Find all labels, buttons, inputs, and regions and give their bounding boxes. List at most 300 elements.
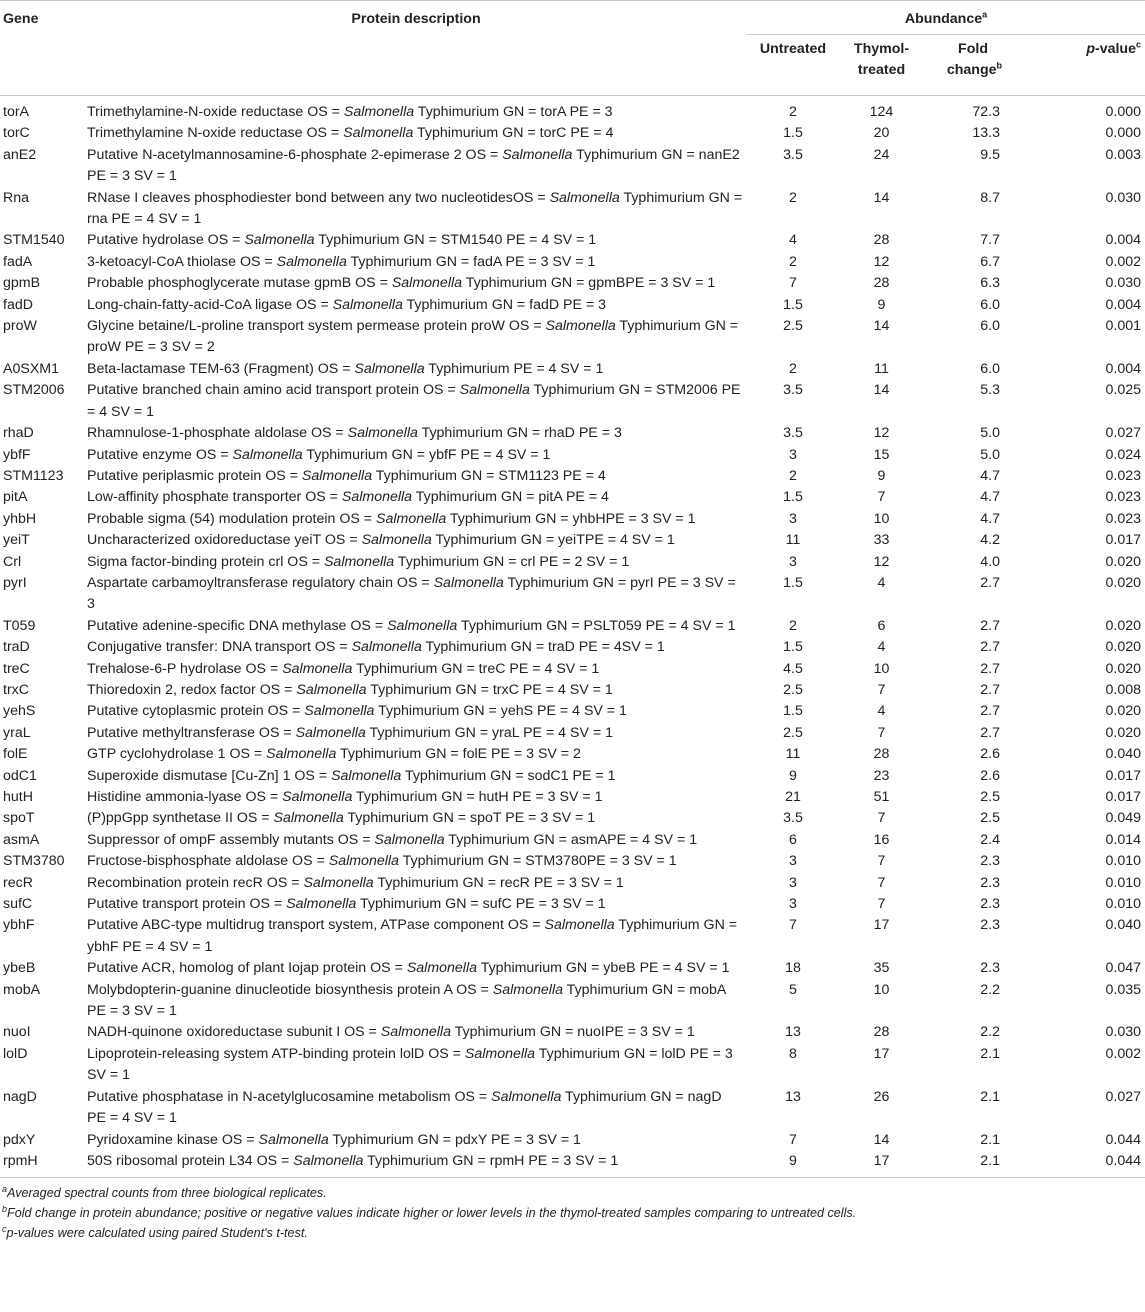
thymol-cell: 7	[877, 681, 886, 698]
description-text: Typhimurium GN = traD PE = 4SV = 1	[421, 639, 665, 656]
description-text: Typhimurium GN = STM2006 PE = 4 SV = 1	[87, 382, 741, 420]
description-text: Pyridoxamine kinase OS =	[87, 1131, 259, 1148]
description-text: Long-chain-fatty-acid-CoA ligase OS =	[87, 296, 333, 313]
description-text: Typhimurium PE = 4 SV = 1	[424, 360, 604, 377]
organism-name: Salmonella	[354, 360, 425, 377]
untreated-cell: 1.5	[783, 703, 803, 720]
header-row-columns	[0, 35, 1145, 96]
untreated-cell: 1.5	[783, 489, 803, 506]
pvalue-cell: 0.049	[1105, 810, 1142, 827]
organism-name: Salmonella	[545, 318, 616, 335]
gene-cell: anE2	[3, 146, 37, 163]
thymol-cell: 7	[877, 853, 886, 870]
thymol-cell: 33	[873, 532, 890, 549]
pvalue-cell: 0.017	[1105, 789, 1142, 805]
gene-cell: ybfF	[3, 446, 31, 463]
organism-name: Salmonella	[244, 232, 315, 249]
thymol-cell: 28	[873, 746, 890, 763]
organism-name: Salmonella	[276, 253, 347, 270]
pvalue-cell: 0.040	[1105, 746, 1142, 763]
description-text: Aspartate carbamoyltransferase regulatory chain OS =	[87, 574, 434, 591]
pvalue-cell: 0.025	[1105, 382, 1142, 399]
untreated-cell: 2	[789, 617, 797, 634]
description-text: Typhimurium GN = yeiTPE = 4 SV = 1	[431, 532, 675, 549]
thymol-cell: 12	[873, 553, 890, 570]
untreated-cell: 2	[789, 360, 797, 377]
description-text: Typhimurium GN = STM1123 PE = 4	[372, 467, 606, 484]
gene-cell: torA	[3, 104, 30, 120]
fold-change-cell: 4.0	[980, 553, 1000, 570]
gene-cell: asmA	[3, 831, 40, 848]
description-cell	[85, 123, 747, 144]
fold-change-cell: 2.7	[980, 703, 1000, 720]
fold-change-cell: 2.1	[980, 1131, 1000, 1148]
description-cell	[85, 573, 747, 616]
table-row	[0, 958, 1145, 979]
description-cell	[85, 316, 747, 359]
thymol-cell: 12	[873, 425, 890, 442]
footnote-mark: a	[982, 9, 988, 20]
organism-name: Salmonella	[351, 639, 422, 656]
fold-change-cell: 13.3	[972, 125, 1000, 142]
thymol-cell: 28	[873, 1024, 890, 1041]
pvalue-cell: 0.010	[1105, 896, 1142, 913]
gene-cell: lolD	[3, 1045, 28, 1062]
organism-name: Salmonella	[328, 853, 399, 870]
description-text: Typhimurium GN = torC PE = 4	[413, 125, 614, 142]
organism-name: Salmonella	[232, 446, 303, 463]
untreated-cell: 2	[789, 253, 797, 270]
organism-name: Salmonella	[301, 467, 373, 484]
description-cell	[85, 1151, 747, 1178]
gene-cell: nagD	[3, 1088, 37, 1105]
table-body	[0, 96, 1145, 1178]
fold-change-cell: 2.4	[980, 831, 1000, 848]
description-text: Sigma factor-binding protein crl OS =	[87, 553, 324, 570]
table-row	[0, 487, 1145, 508]
fold-change-cell: 2.2	[980, 1024, 1000, 1041]
fold-change-cell: 4.7	[980, 489, 1000, 506]
pvalue-cell: 0.008	[1105, 681, 1142, 698]
gene-cell: trxC	[3, 681, 30, 698]
description-text: Glycine betaine/L-proline transport system permease protein proW OS =	[87, 318, 546, 335]
untreated-cell: 3.5	[783, 425, 803, 442]
gene-cell: recR	[3, 874, 33, 891]
thymol-cell: 6	[877, 617, 886, 634]
footnote-c	[2, 1224, 1145, 1244]
untreated-cell: 3.5	[783, 810, 803, 827]
footnote-mark: b	[996, 60, 1002, 71]
footnote-text: Fold change in protein abundance; positive or negative values indicate higher or lower levels in the thymol-treated samples comparing to untreated cells.	[7, 1206, 857, 1221]
pvalue-cell: 0.040	[1105, 917, 1142, 934]
description-cell	[85, 359, 747, 380]
description-text: Typhimurium GN = nanE2 PE = 3 SV = 1	[87, 146, 740, 185]
thymol-cell: 17	[873, 917, 890, 934]
untreated-cell: 5	[789, 981, 797, 998]
description-text: Typhimurium GN = lolD PE = 3 SV = 1	[87, 1045, 733, 1084]
gene-cell: STM2006	[3, 382, 65, 399]
description-text: Lipoprotein-releasing system ATP-binding protein lolD OS =	[87, 1045, 465, 1062]
description-text: Suppressor of ompF assembly mutants OS =	[87, 831, 375, 848]
footnote-mark: a	[2, 1184, 8, 1195]
description-text: Typhimurium GN = hutH PE = 3 SV = 1	[352, 789, 603, 805]
thymol-cell: 15	[873, 446, 890, 463]
description-text: Typhimurium GN = proW PE = 3 SV = 2	[87, 318, 739, 356]
untreated-cell: 7	[789, 275, 797, 292]
pvalue-cell: 0.027	[1105, 1088, 1142, 1105]
description-text: Typhimurium GN = asmAPE = 4 SV = 1	[444, 831, 698, 848]
description-text: Probable phosphoglycerate mutase gpmB OS =	[87, 275, 392, 292]
thymol-cell: 14	[873, 382, 890, 399]
description-cell	[85, 616, 747, 637]
description-text: Putative transport protein OS =	[87, 896, 287, 913]
pvalue-column-header	[1024, 35, 1145, 96]
description-text: Typhimurium GN = yhbHPE = 3 SV = 1	[446, 510, 696, 527]
organism-name: Salmonella	[406, 960, 478, 977]
table-row	[0, 616, 1145, 637]
pvalue-cell: 0.030	[1105, 1024, 1142, 1041]
untreated-cell: 3.5	[783, 146, 803, 163]
abundance-group-header	[747, 1, 1145, 35]
pvalue-cell: 0.020	[1105, 639, 1142, 656]
table-row	[0, 830, 1145, 851]
fold-change-cell: 2.3	[980, 853, 1000, 870]
pvalue-label: -value	[1094, 41, 1136, 57]
description-text: Typhimurium GN = mobA PE = 3 SV = 1	[87, 981, 726, 1020]
description-cell	[85, 1087, 747, 1130]
table-row	[0, 466, 1145, 487]
untreated-cell: 2.5	[783, 724, 803, 741]
untreated-cell: 3.5	[783, 382, 803, 399]
fold-change-cell: 4.7	[980, 467, 1000, 484]
gene-cell: rpmH	[0, 1151, 85, 1178]
table-row	[0, 659, 1145, 680]
thymol-cell: 17	[839, 1151, 924, 1178]
untreated-label: Untreated	[759, 41, 827, 57]
pvalue-cell: 0.020	[1105, 724, 1142, 741]
description-text: Putative hydrolase OS =	[87, 232, 245, 249]
table-row	[0, 96, 1145, 124]
organism-name: Salmonella	[391, 275, 463, 292]
description-text: Uncharacterized oxidoreductase yeiT OS =	[87, 532, 362, 549]
description-cell	[85, 552, 747, 573]
organism-name: Salmonella	[387, 617, 458, 634]
table-row	[0, 573, 1145, 616]
table-row	[0, 530, 1145, 551]
fold-change-cell: 72.3	[972, 104, 1000, 120]
untreated-cell: 1.5	[783, 296, 803, 313]
organism-name: Salmonella	[544, 917, 615, 934]
description-text: Recombination protein recR OS =	[87, 874, 304, 891]
description-cell	[85, 744, 747, 765]
description-cell	[85, 96, 747, 124]
description-cell	[85, 915, 747, 958]
untreated-cell: 4	[789, 232, 797, 249]
description-text: Typhimurium GN = pyrI PE = 3 SV = 3	[87, 574, 736, 613]
thymol-cell: 10	[873, 660, 890, 677]
pvalue-cell: 0.017	[1105, 767, 1142, 784]
description-cell	[85, 873, 747, 894]
description-cell	[85, 487, 747, 508]
fold-change-cell: 5.3	[980, 382, 1000, 399]
gene-cell: STM1540	[3, 232, 65, 249]
description-text: Fructose-bisphosphate aldolase OS =	[87, 853, 329, 870]
description-text: Typhimurium GN = rhaD PE = 3	[417, 425, 622, 442]
fold-change-cell: 2.3	[980, 896, 1000, 913]
fold-label-line2: change	[946, 62, 997, 79]
gene-cell: mobA	[3, 981, 41, 998]
pvalue-cell: 0.020	[1105, 574, 1142, 591]
pvalue-cell: 0.047	[1105, 960, 1142, 977]
gene-cell: folE	[3, 746, 28, 763]
gene-cell: sufC	[3, 896, 33, 913]
fold-change-cell: 5.0	[980, 446, 1000, 463]
organism-name: Salmonella	[459, 382, 530, 399]
organism-name: Salmonella	[296, 681, 367, 698]
description-cell	[85, 230, 747, 251]
description-cell	[85, 423, 747, 444]
table-row	[0, 915, 1145, 958]
description-text: Putative ABC-type multidrug transport system, ATPase component OS =	[87, 917, 545, 934]
table-row	[0, 980, 1145, 1023]
fold-change-cell: 7.7	[980, 232, 1000, 249]
pvalue-cell: 0.010	[1105, 874, 1142, 891]
gene-column-header: Gene	[0, 5, 85, 66]
table-row	[0, 552, 1145, 573]
pvalue-cell: 0.027	[1105, 425, 1142, 442]
untreated-cell: 7	[789, 1131, 797, 1148]
description-text: Putative periplasmic protein OS =	[87, 467, 302, 484]
organism-name: Salmonella	[331, 767, 402, 784]
description-text: Putative enzyme OS =	[87, 446, 233, 463]
description-text: Typhimurium GN = fadA PE = 3 SV = 1	[346, 253, 596, 270]
organism-name: Salmonella	[380, 1024, 451, 1041]
thymol-cell: 17	[873, 1045, 890, 1062]
thymol-cell: 4	[877, 574, 886, 591]
pvalue-cell: 0.023	[1105, 510, 1142, 527]
gene-cell: yehS	[3, 703, 36, 720]
description-text: Typhimurium GN = rna PE = 4 SV = 1	[87, 189, 743, 228]
untreated-cell: 3	[789, 896, 797, 913]
pvalue-cell: 0.020	[1105, 617, 1142, 634]
fold-change-cell: 2.2	[980, 981, 1000, 998]
gene-cell: gpmB	[3, 275, 41, 292]
fold-change-cell: 2.5	[980, 789, 1000, 805]
footnote-mark: b	[2, 1203, 8, 1214]
table-row	[0, 380, 1145, 423]
table-row	[0, 273, 1145, 294]
pvalue-cell: 0.044	[1024, 1151, 1145, 1178]
fold-label-line1: Fold	[958, 41, 988, 57]
pvalue-cell: 0.023	[1105, 467, 1142, 484]
untreated-cell: 13	[785, 1024, 801, 1041]
thymol-cell: 7	[877, 810, 886, 827]
gene-cell: hutH	[3, 789, 33, 805]
description-text: Typhimurium GN = PSLT059 PE = 4 SV = 1	[457, 617, 736, 634]
table-row	[0, 1044, 1145, 1087]
thymol-column-header	[839, 35, 924, 96]
organism-name: Salmonella	[332, 296, 403, 313]
description-cell	[85, 380, 747, 423]
thymol-cell: 20	[873, 125, 890, 142]
table-row	[0, 1022, 1145, 1043]
untreated-cell: 13	[785, 1088, 801, 1105]
table-row	[0, 787, 1145, 808]
description-text: Beta-lactamase TEM-63 (Fragment) OS =	[87, 360, 355, 377]
description-text: Typhimurium GN = recR PE = 3 SV = 1	[373, 874, 624, 891]
table-row	[0, 701, 1145, 722]
pvalue-cell: 0.020	[1105, 703, 1142, 720]
description-cell	[85, 701, 747, 722]
gene-cell: ybhF	[3, 917, 35, 934]
description-text: Typhimurium GN = sodC1 PE = 1	[401, 767, 616, 784]
fold-change-cell: 4.2	[980, 532, 1000, 549]
pvalue-cell: 0.020	[1105, 553, 1142, 570]
description-cell	[85, 530, 747, 551]
table-row	[0, 723, 1145, 744]
gene-cell: pdxY	[3, 1131, 36, 1148]
organism-name: Salmonella	[341, 489, 413, 506]
description-cell	[85, 637, 747, 658]
pvalue-cell: 0.030	[1105, 275, 1142, 292]
pvalue-cell: 0.002	[1105, 253, 1142, 270]
thymol-cell: 35	[873, 960, 890, 977]
description-text: (P)ppGpp synthetase II OS =	[87, 810, 274, 827]
thymol-cell: 9	[877, 467, 886, 484]
gene-cell: Rna	[3, 189, 30, 206]
organism-name: Salmonella	[323, 553, 395, 570]
description-text: Thioredoxin 2, redox factor OS =	[87, 681, 297, 698]
gene-cell: Crl	[3, 553, 22, 570]
description-text: Histidine ammonia-lyase OS =	[87, 789, 283, 805]
untreated-cell: 2	[789, 467, 797, 484]
description-text: Low-affinity phosphate transporter OS =	[87, 489, 342, 506]
untreated-cell: 8	[789, 1045, 797, 1062]
untreated-cell: 2.5	[783, 681, 803, 698]
thymol-cell: 7	[877, 724, 886, 741]
pvalue-cell: 0.020	[1105, 660, 1142, 677]
description-text: Putative methyltransferase OS =	[87, 724, 296, 741]
table-row	[0, 680, 1145, 701]
description-text: Typhimurium GN = nuoIPE = 3 SV = 1	[450, 1024, 695, 1041]
description-text: Putative ACR, homolog of plant Iojap protein OS =	[87, 960, 407, 977]
table-row	[0, 230, 1145, 251]
thymol-cell: 51	[873, 789, 890, 805]
fold-change-cell: 2.3	[980, 874, 1000, 891]
organism-name: Salmonella	[282, 660, 353, 677]
thymol-label-line2: treated	[857, 62, 906, 79]
untreated-cell: 3	[789, 510, 797, 527]
description-text: 3-ketoacyl-CoA thiolase OS =	[87, 253, 277, 270]
description-text: Typhimurium GN = pitA PE = 4	[412, 489, 609, 506]
description-cell	[85, 295, 747, 316]
fold-change-cell: 6.0	[980, 318, 1000, 335]
gene-cell: odC1	[3, 767, 37, 784]
table-row	[0, 873, 1145, 894]
description-text: NADH-quinone oxidoreductase subunit I OS =	[87, 1024, 381, 1041]
untreated-cell: 3	[789, 446, 797, 463]
description-text: Typhimurium GN = sufC PE = 3 SV = 1	[356, 896, 606, 913]
organism-name: Salmonella	[361, 532, 432, 549]
pvalue-cell: 0.024	[1105, 446, 1142, 463]
untreated-cell: 2.5	[783, 318, 803, 335]
table-row	[0, 1087, 1145, 1130]
organism-name: Salmonella	[273, 810, 344, 827]
description-text: Typhimurium GN = yehS PE = 4 SV = 1	[374, 703, 627, 720]
pvalue-cell: 0.001	[1105, 318, 1142, 335]
thymol-cell: 28	[873, 275, 890, 292]
untreated-cell: 6	[789, 831, 797, 848]
thymol-cell: 9	[877, 296, 886, 313]
description-text: Trimethylamine N-oxide reductase OS =	[87, 125, 344, 142]
table-row	[0, 188, 1145, 231]
untreated-cell: 3	[789, 874, 797, 891]
fold-change-column-header	[924, 35, 1024, 96]
description-text: Typhimurium GN = yraL PE = 4 SV = 1	[365, 724, 613, 741]
pvalue-cell: 0.044	[1105, 1131, 1142, 1148]
description-text: Typhimurium GN = folE PE = 3 SV = 2	[336, 746, 581, 763]
thymol-cell: 7	[877, 489, 886, 506]
fold-change-cell: 5.0	[980, 425, 1000, 442]
pvalue-cell: 0.002	[1105, 1045, 1142, 1062]
organism-name: Salmonella	[286, 896, 357, 913]
table-row	[0, 509, 1145, 530]
description-cell	[85, 680, 747, 701]
thymol-cell: 10	[873, 981, 890, 998]
organism-name: Salmonella	[502, 146, 573, 163]
description-text: Typhimurium GN = treC PE = 4 SV = 1	[352, 660, 600, 677]
thymol-label-line1: Thymol-	[853, 41, 910, 57]
thymol-cell: 4	[877, 639, 886, 656]
thymol-cell: 14	[873, 189, 890, 206]
untreated-cell: 2	[789, 189, 797, 206]
gene-cell: proW	[3, 318, 37, 335]
untreated-cell: 1.5	[783, 639, 803, 656]
description-cell	[85, 1044, 747, 1087]
description-text: Putative phosphatase in N-acetylglucosamine metabolism OS =	[87, 1088, 492, 1105]
fold-change-cell: 8.7	[980, 189, 1000, 206]
thymol-cell: 14	[873, 1131, 890, 1148]
description-cell	[85, 958, 747, 979]
pvalue-cell: 0.023	[1105, 489, 1142, 506]
thymol-cell: 12	[873, 253, 890, 270]
description-text: Typhimurium GN = spoT PE = 3 SV = 1	[343, 810, 596, 827]
footnote-mark: c	[2, 1223, 7, 1234]
gene-cell: STM3780	[3, 853, 65, 870]
pvalue-cell: 0.030	[1105, 189, 1142, 206]
thymol-cell: 11	[874, 360, 889, 377]
untreated-cell: 1.5	[783, 574, 803, 591]
gene-cell: torC	[3, 125, 30, 142]
description-text: Probable sigma (54) modulation protein OS =	[87, 510, 377, 527]
fold-change-cell: 2.7	[980, 724, 1000, 741]
gene-cell: yhbH	[3, 510, 37, 527]
description-text: Rhamnulose-1-phosphate aldolase OS =	[87, 425, 348, 442]
thymol-cell: 10	[873, 510, 890, 527]
fold-change-cell: 6.7	[980, 253, 1000, 270]
description-cell	[85, 766, 747, 787]
table-row	[0, 123, 1145, 144]
gene-cell: pyrI	[3, 574, 27, 591]
organism-name: Salmonella	[374, 831, 445, 848]
description-text: Typhimurium GN = ybeB PE = 4 SV = 1	[477, 960, 730, 977]
untreated-cell: 11	[785, 746, 801, 763]
description-text: Putative adenine-specific DNA methylase OS =	[87, 617, 388, 634]
fold-change-cell: 2.7	[980, 617, 1000, 634]
untreated-cell: 9	[747, 1151, 839, 1178]
description-cell	[85, 851, 747, 872]
organism-name: Salmonella	[303, 874, 374, 891]
